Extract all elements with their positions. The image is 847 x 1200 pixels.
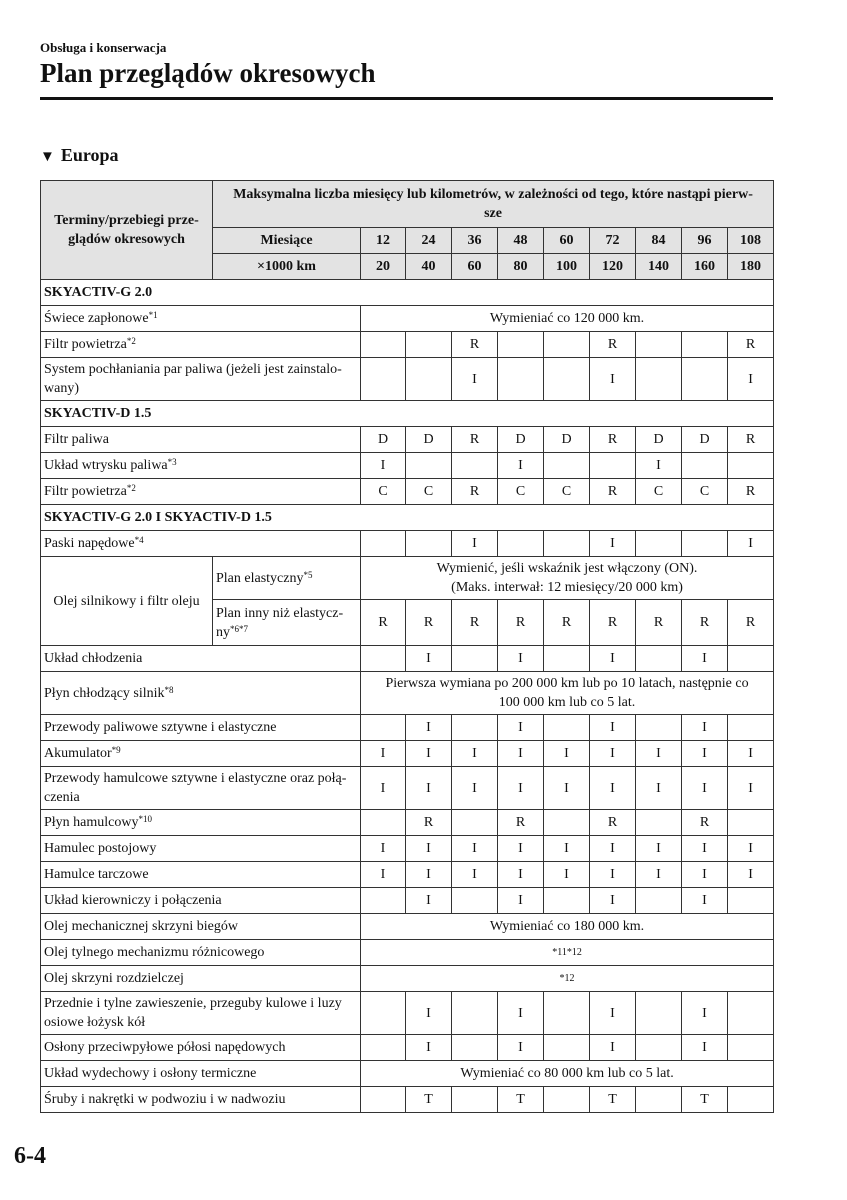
interval-cell <box>728 992 774 1035</box>
interval-cell <box>452 1087 498 1113</box>
interval-cell: I <box>406 646 452 672</box>
interval-cell: R <box>590 479 636 505</box>
interval-cell: I <box>452 767 498 810</box>
interval-cell: T <box>682 1087 728 1113</box>
row-label <box>41 306 361 332</box>
row-label <box>41 1061 361 1087</box>
interval-cell <box>361 888 406 914</box>
interval-cell <box>361 646 406 672</box>
interval-cell: I <box>590 715 636 741</box>
interval-cell: R <box>682 810 728 836</box>
table-row <box>41 646 774 672</box>
oil-group-label: Olej silnikowy i filtr oleju <box>41 557 213 646</box>
km-cell: 180 <box>728 254 774 280</box>
section-title: Obsługa i konserwacja <box>40 40 167 55</box>
row-label-text: Olej mechanicznej skrzyni biegów <box>44 919 238 934</box>
row-label <box>41 531 361 557</box>
table-row <box>41 810 774 836</box>
interval-cell: I <box>636 767 682 810</box>
interval-cell <box>636 646 682 672</box>
interval-cell: I <box>682 1035 728 1061</box>
interval-cell <box>406 531 452 557</box>
table-row <box>41 479 774 505</box>
interval-cell <box>452 646 498 672</box>
interval-cell: I <box>498 888 544 914</box>
interval-cell <box>361 1087 406 1113</box>
table-row <box>41 1087 774 1113</box>
interval-cell: I <box>452 531 498 557</box>
region-title: Europa <box>60 145 119 165</box>
interval-cell: I <box>682 646 728 672</box>
row-label-text: Płyn chłodzący silnik <box>44 685 165 701</box>
row-label-text: Olej skrzyni rozdzielczej <box>44 971 184 986</box>
interval-cell: I <box>728 862 774 888</box>
interval-cell: I <box>361 767 406 810</box>
km-cell: 140 <box>636 254 682 280</box>
table-row <box>41 888 774 914</box>
footnote-ref: *4 <box>134 535 144 545</box>
interval-cell <box>636 358 682 401</box>
interval-cell: T <box>406 1087 452 1113</box>
interval-cell: R <box>498 810 544 836</box>
interval-cell <box>636 715 682 741</box>
table-row <box>41 966 774 992</box>
interval-cell: I <box>682 715 728 741</box>
table-row <box>41 862 774 888</box>
table-row <box>41 453 774 479</box>
interval-cell <box>544 646 590 672</box>
interval-cell: I <box>636 453 682 479</box>
interval-cell: I <box>590 1035 636 1061</box>
row-label-text: Olej tylnego mechanizmu różnicowego <box>44 945 265 960</box>
interval-cell: R <box>728 332 774 358</box>
interval-cell <box>728 810 774 836</box>
section-row <box>41 280 774 306</box>
footnote-ref: *9 <box>111 745 121 755</box>
row-label <box>41 1035 361 1061</box>
interval-cell: D <box>406 427 452 453</box>
interval-cell <box>361 358 406 401</box>
footnote-ref: *2 <box>126 336 136 346</box>
interval-cell: I <box>452 358 498 401</box>
row-label <box>41 332 361 358</box>
interval-cell: R <box>406 600 452 646</box>
interval-cell <box>590 453 636 479</box>
interval-cell: I <box>406 862 452 888</box>
interval-cell <box>728 646 774 672</box>
month-cell: 12 <box>361 228 406 254</box>
interval-cell <box>636 531 682 557</box>
row-label-text: Układ wtrysku paliwa <box>44 458 168 473</box>
interval-cell <box>682 358 728 401</box>
page-number: 6-4 <box>14 1143 46 1169</box>
interval-cell: I <box>544 741 590 767</box>
row-label-text: Przewody paliwowe sztywne i elastyczne <box>44 720 277 735</box>
table-row <box>41 306 774 332</box>
interval-cell: R <box>498 600 544 646</box>
interval-cell: R <box>728 600 774 646</box>
interval-cell: I <box>406 836 452 862</box>
month-cell: 84 <box>636 228 682 254</box>
row-label-text: Świece zapłonowe <box>44 311 149 326</box>
km-cell: 160 <box>682 254 728 280</box>
row-label-text: Przednie i tylne zawieszenie, przeguby kulowe i luzy osiowe łożysk kół <box>44 996 342 1030</box>
month-cell: 60 <box>544 228 590 254</box>
interval-cell <box>728 453 774 479</box>
interval-cell: I <box>452 741 498 767</box>
interval-cell: I <box>636 836 682 862</box>
interval-cell: I <box>452 862 498 888</box>
table-row <box>41 672 774 715</box>
interval-cell: I <box>682 862 728 888</box>
interval-cell: I <box>590 992 636 1035</box>
row-label-text: Układ wydechowy i osłony termiczne <box>44 1066 257 1081</box>
interval-cell: I <box>544 836 590 862</box>
section-label: SKYACTIV-G 2.0 <box>41 280 774 306</box>
interval-cell: R <box>361 600 406 646</box>
table-row <box>41 427 774 453</box>
interval-cell: I <box>406 741 452 767</box>
plan-label-text: Plan elastyczny <box>216 570 304 586</box>
interval-cell: I <box>361 453 406 479</box>
table-row <box>41 1035 774 1061</box>
interval-cell <box>406 332 452 358</box>
interval-cell <box>544 810 590 836</box>
interval-note: Wymienić, jeśli wskaźnik jest włączony (ON). (Maks. interwał: 12 miesięcy/20 000 km) <box>361 557 774 600</box>
footnote-ref: *1 <box>148 310 158 320</box>
row-label <box>41 966 361 992</box>
interval-cell: T <box>498 1087 544 1113</box>
interval-cell <box>452 715 498 741</box>
row-label <box>41 427 361 453</box>
month-cell: 72 <box>590 228 636 254</box>
month-cell: 36 <box>452 228 498 254</box>
footnote-ref: *6*7 <box>230 623 248 634</box>
row-label <box>41 810 361 836</box>
interval-cell: I <box>452 836 498 862</box>
interval-cell: C <box>406 479 452 505</box>
interval-cell <box>636 992 682 1035</box>
footnote-ref: *10 <box>138 814 152 824</box>
row-label <box>41 836 361 862</box>
interval-cell <box>452 453 498 479</box>
interval-cell: I <box>406 715 452 741</box>
interval-cell: R <box>544 600 590 646</box>
interval-cell: D <box>498 427 544 453</box>
interval-cell <box>636 1087 682 1113</box>
interval-cell: R <box>636 600 682 646</box>
row-label <box>41 646 361 672</box>
interval-cell: I <box>498 1035 544 1061</box>
interval-cell: D <box>636 427 682 453</box>
month-cell: 108 <box>728 228 774 254</box>
interval-cell: C <box>636 479 682 505</box>
section-label: SKYACTIV-G 2.0 I SKYACTIV-D 1.5 <box>41 505 774 531</box>
table-row <box>41 767 774 810</box>
interval-cell: I <box>728 531 774 557</box>
interval-cell: I <box>590 836 636 862</box>
interval-cell: I <box>682 836 728 862</box>
km-cell: 120 <box>590 254 636 280</box>
interval-cell: I <box>682 741 728 767</box>
interval-cell: I <box>406 992 452 1035</box>
interval-cell: D <box>361 427 406 453</box>
interval-cell: C <box>361 479 406 505</box>
footnote-ref: *2 <box>126 483 136 493</box>
row-label <box>41 672 361 715</box>
interval-cell <box>361 992 406 1035</box>
interval-cell <box>728 1087 774 1113</box>
interval-cell: I <box>728 741 774 767</box>
row-label-text: Hamulce tarczowe <box>44 867 149 882</box>
interval-cell <box>544 531 590 557</box>
interval-cell <box>636 888 682 914</box>
interval-cell: I <box>682 767 728 810</box>
interval-cell <box>361 332 406 358</box>
row-label <box>41 767 361 810</box>
table-row <box>41 531 774 557</box>
interval-note: Wymieniać co 80 000 km lub co 5 lat. <box>361 1061 774 1087</box>
row-label <box>41 1087 361 1113</box>
row-label <box>41 888 361 914</box>
interval-cell: R <box>452 332 498 358</box>
interval-cell: I <box>590 741 636 767</box>
row-label-text: Filtr powietrza <box>44 337 127 352</box>
interval-cell: D <box>682 427 728 453</box>
interval-cell: R <box>406 810 452 836</box>
interval-cell <box>544 715 590 741</box>
table-header-row <box>41 181 774 228</box>
interval-cell: I <box>636 741 682 767</box>
interval-cell: R <box>728 479 774 505</box>
interval-cell: I <box>590 888 636 914</box>
interval-cell: I <box>498 836 544 862</box>
interval-cell: R <box>590 427 636 453</box>
interval-cell: I <box>498 767 544 810</box>
interval-cell <box>728 1035 774 1061</box>
interval-cell: I <box>590 358 636 401</box>
table-row <box>41 836 774 862</box>
months-label: Miesiące <box>213 228 361 254</box>
interval-cell <box>452 1035 498 1061</box>
row-label <box>41 914 361 940</box>
interval-cell: I <box>544 862 590 888</box>
interval-cell: I <box>682 992 728 1035</box>
km-cell: 80 <box>498 254 544 280</box>
row-label-text: Hamulec postojowy <box>44 841 157 856</box>
row-label-text: Akumulator <box>44 746 112 761</box>
interval-note: Wymieniać co 180 000 km. <box>361 914 774 940</box>
row-label-text: Układ chłodzenia <box>44 651 143 666</box>
table-row <box>41 557 774 600</box>
interval-cell: R <box>590 810 636 836</box>
interval-cell <box>406 453 452 479</box>
interval-cell: I <box>361 836 406 862</box>
interval-cell: I <box>406 1035 452 1061</box>
interval-cell: I <box>728 767 774 810</box>
interval-cell: I <box>498 646 544 672</box>
table-row <box>41 741 774 767</box>
interval-cell: C <box>682 479 728 505</box>
interval-cell: C <box>544 479 590 505</box>
interval-note: *12 <box>361 966 774 992</box>
interval-cell <box>544 1087 590 1113</box>
interval-cell: I <box>728 836 774 862</box>
interval-cell <box>682 531 728 557</box>
interval-cell: I <box>498 715 544 741</box>
table-row <box>41 914 774 940</box>
interval-cell <box>544 358 590 401</box>
row-label-text: Filtr paliwa <box>44 432 109 447</box>
interval-cell: R <box>590 332 636 358</box>
interval-cell <box>636 1035 682 1061</box>
interval-cell <box>498 358 544 401</box>
title-divider <box>40 97 773 100</box>
interval-cell: R <box>452 427 498 453</box>
interval-cell <box>728 888 774 914</box>
month-cell: 48 <box>498 228 544 254</box>
row-label-text: Paski napędowe <box>44 536 135 551</box>
interval-cell: R <box>590 600 636 646</box>
interval-cell <box>544 992 590 1035</box>
month-cell: 24 <box>406 228 452 254</box>
interval-cell <box>452 888 498 914</box>
interval-cell <box>361 715 406 741</box>
row-label-text: Układ kierowniczy i połączenia <box>44 893 222 908</box>
row-label-text: Osłony przeciwpyłowe półosi napędowych <box>44 1040 286 1055</box>
section-row <box>41 401 774 427</box>
region-heading <box>40 145 119 166</box>
km-cell: 20 <box>361 254 406 280</box>
km-cell: 60 <box>452 254 498 280</box>
plan-label <box>213 557 361 600</box>
row-label-text: System pochłaniania par paliwa (jeżeli jest zainstalo- wany) <box>44 362 342 396</box>
interval-cell <box>452 810 498 836</box>
row-label-text: Przewody hamulcowe sztywne i elastyczne oraz połą- czenia <box>44 771 347 805</box>
row-label <box>41 479 361 505</box>
interval-cell: C <box>498 479 544 505</box>
triangle-down-icon: ▼ <box>40 149 55 165</box>
interval-cell: I <box>498 741 544 767</box>
period-header: Maksymalna liczba miesięcy lub kilometrów, w zależności od tego, które nastąpi pierw- sze <box>213 181 774 228</box>
km-cell: 40 <box>406 254 452 280</box>
interval-cell: I <box>406 888 452 914</box>
interval-cell: I <box>361 741 406 767</box>
interval-cell: I <box>590 531 636 557</box>
table-row <box>41 1061 774 1087</box>
interval-cell <box>406 358 452 401</box>
maintenance-schedule-table <box>40 180 774 1113</box>
interval-cell <box>544 1035 590 1061</box>
footnote-ref: *8 <box>164 684 174 695</box>
row-label <box>41 358 361 401</box>
row-label <box>41 741 361 767</box>
row-label <box>41 940 361 966</box>
interval-cell: I <box>406 767 452 810</box>
interval-cell <box>498 332 544 358</box>
section-label: SKYACTIV-D 1.5 <box>41 401 774 427</box>
interval-cell: I <box>636 862 682 888</box>
interval-cell: I <box>498 453 544 479</box>
interval-cell <box>361 810 406 836</box>
interval-cell: I <box>498 862 544 888</box>
row-label-text: Płyn hamulcowy <box>44 815 139 830</box>
interval-cell <box>452 992 498 1035</box>
interval-cell: R <box>682 600 728 646</box>
interval-cell: I <box>498 992 544 1035</box>
interval-note: Wymieniać co 120 000 km. <box>361 306 774 332</box>
interval-cell <box>361 531 406 557</box>
table-row <box>41 992 774 1035</box>
row-label-text: Śruby i nakrętki w podwoziu i w nadwoziu <box>44 1092 286 1107</box>
interval-cell: I <box>544 767 590 810</box>
table-row <box>41 715 774 741</box>
plan-label-text: Plan inny niż elastycz- ny <box>216 605 344 640</box>
footnote-ref: *3 <box>167 457 177 467</box>
km-label: ×1000 km <box>213 254 361 280</box>
interval-cell: R <box>728 427 774 453</box>
interval-cell: I <box>361 862 406 888</box>
interval-cell <box>544 888 590 914</box>
interval-note: *11*12 <box>361 940 774 966</box>
interval-cell <box>682 453 728 479</box>
corner-header: Terminy/przebiegi prze- glądów okresowych <box>41 181 213 280</box>
interval-cell: I <box>590 767 636 810</box>
interval-cell <box>544 453 590 479</box>
interval-cell: R <box>452 600 498 646</box>
row-label <box>41 992 361 1035</box>
interval-cell: I <box>728 358 774 401</box>
row-label <box>41 862 361 888</box>
section-row <box>41 505 774 531</box>
table-row <box>41 332 774 358</box>
page-title: Plan przeglądów okresowych <box>40 58 376 88</box>
interval-cell: D <box>544 427 590 453</box>
interval-cell: I <box>682 888 728 914</box>
plan-label <box>213 600 361 646</box>
interval-cell <box>544 332 590 358</box>
interval-cell: I <box>590 862 636 888</box>
row-label-text: Filtr powietrza <box>44 484 127 499</box>
table-row <box>41 358 774 401</box>
interval-cell <box>728 715 774 741</box>
interval-cell: R <box>452 479 498 505</box>
interval-cell <box>361 1035 406 1061</box>
footnote-ref: *5 <box>303 569 313 580</box>
table-row <box>41 940 774 966</box>
interval-cell: I <box>590 646 636 672</box>
km-cell: 100 <box>544 254 590 280</box>
month-cell: 96 <box>682 228 728 254</box>
row-label <box>41 715 361 741</box>
row-label <box>41 453 361 479</box>
interval-cell <box>498 531 544 557</box>
interval-cell <box>682 332 728 358</box>
interval-note: Pierwsza wymiana po 200 000 km lub po 10 latach, następnie co 100 000 km lub co 5 lat. <box>361 672 774 715</box>
interval-cell <box>636 810 682 836</box>
interval-cell: T <box>590 1087 636 1113</box>
interval-cell <box>636 332 682 358</box>
